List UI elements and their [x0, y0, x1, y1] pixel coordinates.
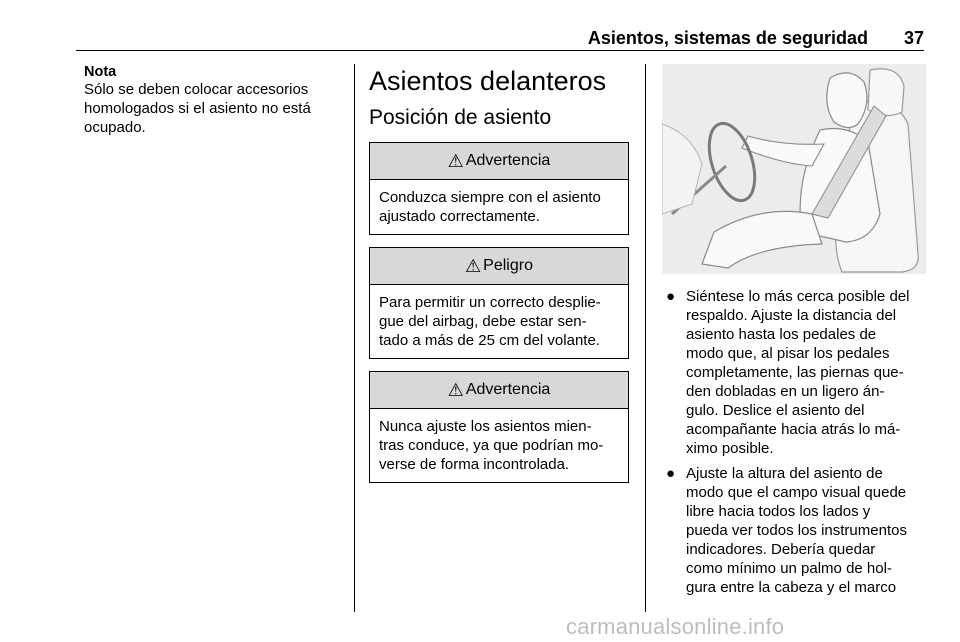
list-line: acompañante hacia atrás lo má- [686, 421, 901, 438]
seat-position-illustration [662, 64, 926, 274]
list-line: completamente, las piernas que- [686, 364, 904, 381]
page-header [76, 28, 924, 48]
warning-box-body [370, 409, 628, 482]
warning-line: ajustado correctamente. [379, 208, 540, 225]
list-line: libre hacia todos los lados y [686, 503, 871, 520]
danger-line: tado a más de 25 cm del volante. [379, 332, 600, 349]
list-line: ximo posible. [686, 440, 774, 457]
watermark: carmanualsonline.info [566, 614, 785, 639]
right-column [662, 64, 926, 603]
note-text [84, 80, 342, 137]
list-line: gura entre la cabeza y el marco [686, 579, 897, 596]
list-item [662, 464, 926, 597]
column-divider-right [645, 64, 646, 612]
warning-box-body [370, 180, 628, 234]
warning-heading: Advertencia [465, 381, 551, 398]
warning-box [369, 142, 629, 235]
list-line: asiento hasta los pedales de [686, 326, 877, 343]
warning-icon: ⚠ [447, 379, 464, 400]
header-title: Asientos, sistemas de seguridad [587, 27, 868, 48]
header-rule [76, 50, 924, 51]
warning-line: Conduzca siempre con el asiento [379, 189, 601, 206]
warning-heading: Advertencia [465, 152, 551, 169]
list-line: pueda ver todos los instrumentos [686, 522, 907, 539]
warning-line: verse de forma incontrolada. [379, 456, 570, 473]
list-line: den dobladas en un ligero án- [686, 383, 885, 400]
danger-line: gue del airbag, debe estar sen- [379, 313, 587, 330]
bullet-icon: ● [666, 465, 676, 482]
warning-box-header [370, 143, 628, 180]
list-line: indicadores. Debería quedar [686, 541, 876, 558]
middle-column [369, 64, 632, 483]
instruction-list [662, 287, 926, 597]
warning-icon: ⚠ [447, 150, 464, 171]
note-line: ocupado. [84, 119, 146, 136]
warning-box [369, 371, 629, 483]
warning-line: tras conduce, ya que podrían mo- [379, 437, 604, 454]
page-number: 37 [903, 27, 924, 48]
danger-line: Para permitir un correcto desplie- [379, 294, 601, 311]
driver-seat-illustration [662, 64, 926, 274]
note-line: homologados si el asiento no está [84, 100, 311, 117]
list-item [662, 287, 926, 458]
warning-line: Nunca ajuste los asientos mien- [379, 418, 592, 435]
note-line: Sólo se deben colocar accesorios [84, 81, 309, 98]
list-line: modo que, al pisar los pedales [686, 345, 890, 362]
bullet-icon: ● [666, 288, 676, 305]
list-line: respaldo. Ajuste la distancia del [686, 307, 897, 324]
note-column [84, 64, 342, 137]
danger-box-header [370, 248, 628, 285]
list-line: Siéntese lo más cerca posible del [686, 288, 910, 305]
list-line: Ajuste la altura del asiento de [686, 465, 883, 482]
note-title: Nota [84, 64, 117, 80]
danger-box-body [370, 285, 628, 358]
list-line: como mínimo un palmo de hol- [686, 560, 892, 577]
list-item-text [686, 464, 926, 597]
section-subtitle: Posición de asiento [369, 106, 552, 129]
warning-box-header [370, 372, 628, 409]
danger-heading: Peligro [483, 257, 533, 274]
column-divider-left [354, 64, 355, 612]
list-line: modo que el campo visual quede [686, 484, 907, 501]
list-item-text [686, 287, 926, 458]
danger-box [369, 247, 629, 359]
warning-icon: ⚠ [465, 255, 482, 276]
list-line: gulo. Deslice el asiento del [686, 402, 865, 419]
section-title: Asientos delanteros [369, 66, 607, 96]
